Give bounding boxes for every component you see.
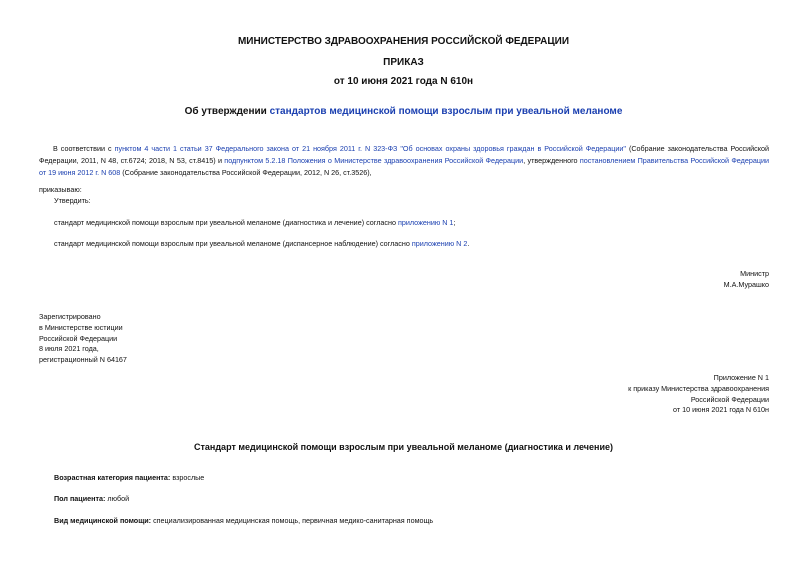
order-heading: ПРИКАЗ [383,57,424,68]
preamble-text-4: (Собрание законодательства Российской Федерации, 2012, N 26, ст.3526), [120,168,372,177]
order-date: от 10 июня 2021 года N 610н [333,76,474,87]
standard-title: Стандарт медицинской помощи взрослым при увеальной меланоме (диагностика и лечение) [194,442,613,452]
registration-line: Российской Федерации [39,333,118,343]
order-title [0,106,807,117]
registration-line: в Министерстве юстиции [39,322,123,332]
item2-end: . [467,239,470,248]
appendix-2-link[interactable]: приложению N 2 [411,239,468,248]
sex-field [54,494,129,503]
registration-line: 8 июля 2021 года, [39,344,99,354]
preamble-text-2: (Собрание законодательства Российской Федерации, 2011, N 48, ст.6724; 2018, N 53, ст.8415) и [39,144,769,165]
list-item-1 [54,218,455,228]
signature-name: М.А.Мурашко [723,280,769,289]
resolution-link[interactable]: постановлением Правительства Российской Федерации от 19 июня 2012 г. N 608 [39,156,769,177]
registration-line: Зарегистрировано [39,312,101,321]
age-category-field [54,473,204,482]
appendix-line: Российской Федерации [690,394,769,404]
age-category-label: Возрастная категория пациента: [54,473,171,482]
item1-end: ; [453,218,456,227]
regulation-link[interactable]: подпунктом 5.2.18 Положения о Министерстве здравоохранения Российской Федерации [224,156,524,165]
preamble-text-1: В соответствии с [53,144,115,153]
appendix-1-link[interactable]: приложению N 1 [397,218,454,227]
approve-text: Утвердить: [54,196,91,205]
care-type-field [54,516,433,525]
appendix-line: от 10 июня 2021 года N 610н [672,405,769,415]
order-title-prefix: Об утверждении [184,106,270,117]
orders-text: приказываю: [39,185,82,194]
appendix-line: Приложение N 1 [713,373,769,382]
sex-value: любой [105,494,130,503]
item1-text: стандарт медицинской помощи взрослым при увеальной меланоме (диагностика и лечение) согласно [54,218,398,227]
sex-label: Пол пациента: [54,494,106,503]
registration-block [39,312,127,366]
item2-text: стандарт медицинской помощи взрослым при увеальной меланоме (диспансерное наблюдение) согласно [54,239,412,248]
care-type-value: специализированная медицинская помощь, первичная медико-санитарная помощь [151,516,434,525]
appendix-header [628,373,769,416]
order-title-link[interactable]: стандартов медицинской помощи взрослым при увеальной меланоме [269,106,623,117]
registration-line: регистрационный N 64167 [39,355,127,365]
care-type-label: Вид медицинской помощи: [54,516,152,525]
preamble-text-3: , утвержденного [523,156,580,165]
list-item-2 [54,239,469,249]
age-category-value: взрослые [170,473,205,482]
signature-role: Министр [740,269,769,278]
appendix-line: к приказу Министерства здравоохранения [628,383,769,393]
law-link[interactable]: пунктом 4 части 1 статьи 37 Федерального закона от 21 ноября 2011 г. N 323-ФЗ "Об основах охраны здоровья граждан в Российской Федерации" [114,144,626,153]
preamble-paragraph [39,143,769,179]
ministry-heading: МИНИСТЕРСТВО ЗДРАВООХРАНЕНИЯ РОССИЙСКОЙ ФЕДЕРАЦИИ [237,36,570,47]
